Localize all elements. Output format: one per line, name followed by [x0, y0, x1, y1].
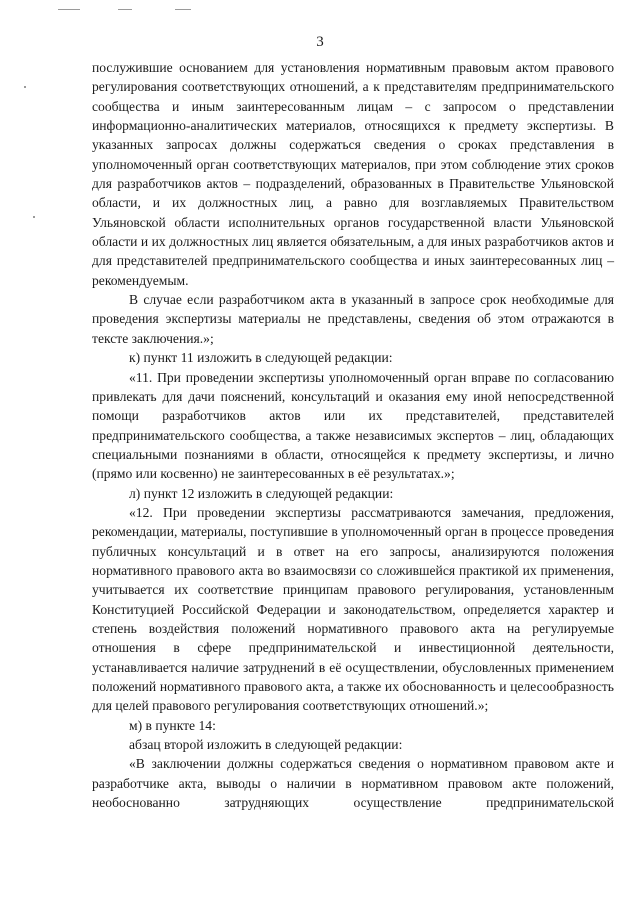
amendment-subitem: абзац второй изложить в следующей редакции: — [129, 737, 403, 753]
clause-12-text: «12. При проведении экспертизы рассматриваются замечания, предложения, рекомендации, материалы, поступившие в уполномоченный орган в процессе проведения публичных консультаций и в ответ на его запросы, анализируются положения нормативного правового акта во взаимосвязи со сложившейся практикой их применения, учитывается их соответствие принципам правового регулирования, установленным Конституцией Российской Федерации и законодательством, определяется характер и степень воздействия положений нормативного правового акта на регулируемые отношения в сфере предпринимательской и инвестиционной деятельности, устанавливается наличие затруднений в её осуществлении, обусловленных применением положений нормативного правового акта, а также их обоснованность и целесообразность для целей правового регулирования соответствующих отношений.»; — [92, 504, 614, 714]
paragraph-continuation: послужившие основанием для установления нормативным правовым актом правового регулирования соответствующих отношений, а к представителям предпринимательского сообщества и иным заинтересованным лицам – с запросом о представлении информационно-аналитических материалов, относящихся к предмету экспертизы. В указанных запросах должны содержаться сведения о сроках представления в уполномоченный орган соответствующих материалов, при этом соблюдение этих сроков для разработчиков актов – подразделений, образованных в Правительстве Ульяновской области, и их должностных лиц, а равно для возглавляемых Правительством Ульяновской области исполнительных органов государственной власти Ульяновской области и их должностных лиц является обязательным, а для иных разработчиков актов и для представителей предпринимательского сообщества и иных заинтересованных лиц – рекомендуемым. — [92, 60, 614, 288]
paragraph-deadline-note: В случае если разработчиком акта в указанный в запросе срок необходимые для проведения экспертизы материалы не представлены, сведения об этом отражаются в тексте заключения.»; — [92, 292, 614, 346]
page-number: 3 — [316, 34, 324, 50]
amendment-item-k: к) пункт 11 изложить в следующей редакции: — [129, 350, 393, 366]
scan-speck — [33, 216, 35, 218]
amendment-item-m: м) в пункте 14: — [129, 717, 216, 733]
scan-speck — [118, 9, 132, 10]
clause-11-text: «11. При проведении экспертизы уполномоченный орган вправе по согласованию привлекать для дачи пояснений, консультаций и оказания ему иной непосредственной помощи разработчиков актов или их представителей, представителей предпринимательского сообщества, а также независимых экспертов – лиц, обладающих специальными познаниями в области, относящейся к предмету экспертизы, и лично (прямо или косвенно) не заинтересованных в её результатах.»; — [92, 369, 614, 482]
document-body — [92, 58, 614, 812]
scan-speck — [58, 9, 80, 10]
scan-speck — [175, 9, 191, 10]
amendment-item-l: л) пункт 12 изложить в следующей редакции: — [129, 485, 394, 501]
scan-speck — [24, 86, 26, 88]
clause-14-text: «В заключении должны содержаться сведения о нормативном правовом акте и разработчике акта, выводы о наличии в нормативном правовом акте положений, необоснованно затрудняющих осуществление предпринимательской — [92, 756, 614, 811]
